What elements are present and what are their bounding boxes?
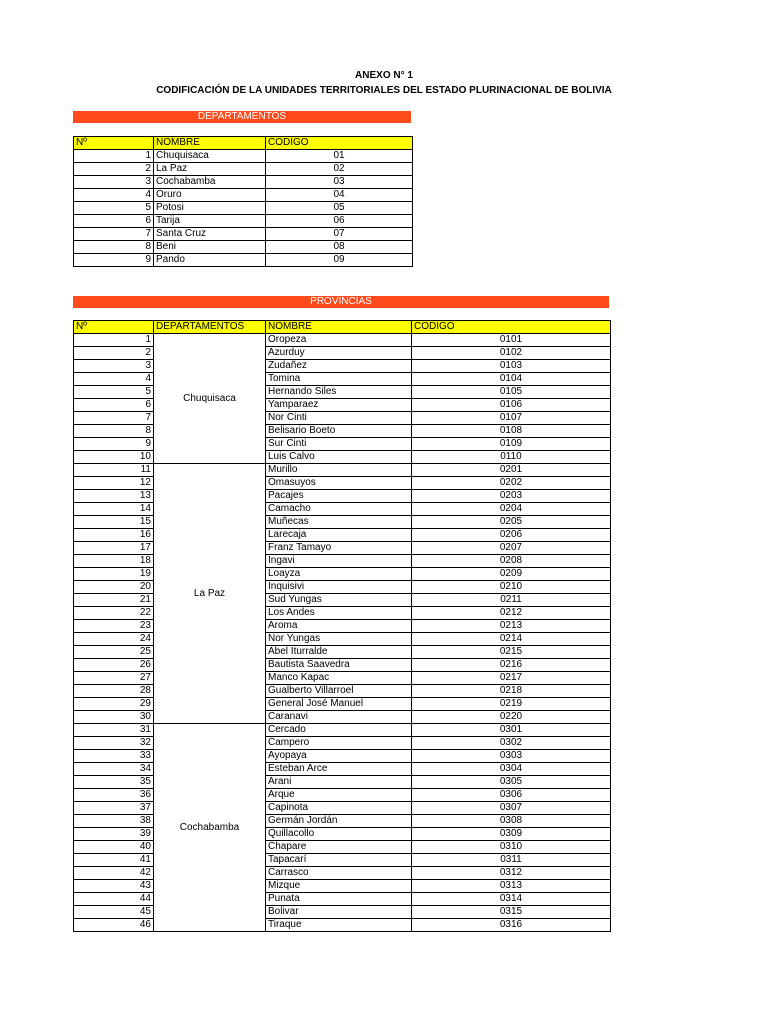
provincia-name: Ingavi — [266, 555, 412, 568]
row-number: 17 — [74, 542, 154, 555]
provincia-code: 0107 — [412, 412, 611, 425]
departamento-name: Tarija — [154, 215, 266, 228]
row-number: 31 — [74, 724, 154, 737]
row-number: 25 — [74, 646, 154, 659]
row-number: 39 — [74, 828, 154, 841]
row-number: 26 — [74, 659, 154, 672]
row-number: 46 — [74, 919, 154, 932]
row-number: 20 — [74, 581, 154, 594]
departamento-name: Oruro — [154, 189, 266, 202]
provincia-code: 0308 — [412, 815, 611, 828]
table-row — [74, 215, 413, 228]
row-number: 28 — [74, 685, 154, 698]
provincia-name: Los Andes — [266, 607, 412, 620]
provincia-name: Omasuyos — [266, 477, 412, 490]
provincia-name: Zudañez — [266, 360, 412, 373]
row-number: 7 — [74, 228, 154, 241]
provincia-name: Yamparaez — [266, 399, 412, 412]
row-number: 16 — [74, 529, 154, 542]
table-header-row — [74, 137, 413, 150]
provincia-code: 0207 — [412, 542, 611, 555]
table-row — [74, 241, 413, 254]
row-number: 42 — [74, 867, 154, 880]
row-number: 32 — [74, 737, 154, 750]
provincia-name: Abel Iturralde — [266, 646, 412, 659]
provincia-name: Hernando Siles — [266, 386, 412, 399]
departamento-code: 04 — [266, 189, 413, 202]
row-number: 8 — [74, 425, 154, 438]
table-row — [74, 334, 611, 347]
provincia-code: 0212 — [412, 607, 611, 620]
provincia-name: Aroma — [266, 620, 412, 633]
provincia-name: Tiraque — [266, 919, 412, 932]
provincia-name: Caranavi — [266, 711, 412, 724]
provincia-code: 0205 — [412, 516, 611, 529]
row-number: 12 — [74, 477, 154, 490]
provincia-code: 0208 — [412, 555, 611, 568]
departamentos-section-bar: DEPARTAMENTOS — [73, 111, 411, 123]
departamento-group-cell: Cochabamba — [154, 724, 266, 932]
provincia-name: Punata — [266, 893, 412, 906]
provincia-code: 0104 — [412, 373, 611, 386]
header-cell-codigo: CODIGO — [412, 321, 611, 334]
row-number: 29 — [74, 698, 154, 711]
header-cell-nombre: NOMBRE — [266, 321, 412, 334]
table-row — [74, 724, 611, 737]
row-number: 3 — [74, 176, 154, 189]
row-number: 8 — [74, 241, 154, 254]
row-number: 9 — [74, 254, 154, 267]
provincia-code: 0219 — [412, 698, 611, 711]
table-row — [74, 254, 413, 267]
row-number: 10 — [74, 451, 154, 464]
provincia-code: 0304 — [412, 763, 611, 776]
departamento-code: 07 — [266, 228, 413, 241]
provincia-name: Oropeza — [266, 334, 412, 347]
provincia-code: 0204 — [412, 503, 611, 516]
provincia-code: 0110 — [412, 451, 611, 464]
provincia-code: 0108 — [412, 425, 611, 438]
provincia-name: Arque — [266, 789, 412, 802]
provincia-name: Tomina — [266, 373, 412, 386]
provincia-code: 0213 — [412, 620, 611, 633]
row-number: 5 — [74, 386, 154, 399]
provincia-name: Carrasco — [266, 867, 412, 880]
provincia-code: 0109 — [412, 438, 611, 451]
row-number: 1 — [74, 334, 154, 347]
provincia-name: Inquisivi — [266, 581, 412, 594]
provincia-name: Belisario Boeto — [266, 425, 412, 438]
departamento-code: 09 — [266, 254, 413, 267]
row-number: 37 — [74, 802, 154, 815]
provincia-name: Capinota — [266, 802, 412, 815]
row-number: 19 — [74, 568, 154, 581]
departamento-code: 05 — [266, 202, 413, 215]
departamento-name: Cochabamba — [154, 176, 266, 189]
provincia-name: Azurduy — [266, 347, 412, 360]
departamento-name: Pando — [154, 254, 266, 267]
provincia-name: Franz Tamayo — [266, 542, 412, 555]
provincia-code: 0201 — [412, 464, 611, 477]
provincia-name: General José Manuel — [266, 698, 412, 711]
row-number: 41 — [74, 854, 154, 867]
provincia-code: 0211 — [412, 594, 611, 607]
provincia-name: Mizque — [266, 880, 412, 893]
row-number: 1 — [74, 150, 154, 163]
provincia-code: 0202 — [412, 477, 611, 490]
provincia-name: Bolivar — [266, 906, 412, 919]
provincia-code: 0203 — [412, 490, 611, 503]
row-number: 6 — [74, 399, 154, 412]
provincia-code: 0216 — [412, 659, 611, 672]
row-number: 11 — [74, 464, 154, 477]
table-row — [74, 189, 413, 202]
provincia-name: Gualberto Villarroel — [266, 685, 412, 698]
row-number: 40 — [74, 841, 154, 854]
provincia-name: Arani — [266, 776, 412, 789]
row-number: 43 — [74, 880, 154, 893]
provincia-name: Tapacarí — [266, 854, 412, 867]
provincia-name: Manco Kapac — [266, 672, 412, 685]
provincia-code: 0305 — [412, 776, 611, 789]
row-number: 33 — [74, 750, 154, 763]
provincia-code: 0303 — [412, 750, 611, 763]
table-row — [74, 464, 611, 477]
provincia-code: 0220 — [412, 711, 611, 724]
provincia-name: Sur Cinti — [266, 438, 412, 451]
provincia-name: Murillo — [266, 464, 412, 477]
departamento-name: La Paz — [154, 163, 266, 176]
header-cell-codigo: CODIGO — [266, 137, 413, 150]
departamento-group-cell: La Paz — [154, 464, 266, 724]
provincias-section-bar: PROVINCIAS — [73, 296, 609, 308]
provincias-table — [73, 320, 611, 932]
provincia-code: 0314 — [412, 893, 611, 906]
provincia-code: 0313 — [412, 880, 611, 893]
row-number: 23 — [74, 620, 154, 633]
row-number: 7 — [74, 412, 154, 425]
provincia-name: Cercado — [266, 724, 412, 737]
departamento-code: 08 — [266, 241, 413, 254]
row-number: 2 — [74, 347, 154, 360]
provincia-code: 0206 — [412, 529, 611, 542]
row-number: 38 — [74, 815, 154, 828]
row-number: 13 — [74, 490, 154, 503]
provincia-code: 0311 — [412, 854, 611, 867]
departamento-code: 01 — [266, 150, 413, 163]
header-cell-departamentos: DEPARTAMENTOS — [154, 321, 266, 334]
header-cell-n: Nº — [74, 137, 154, 150]
provincia-code: 0316 — [412, 919, 611, 932]
header-cell-nombre: NOMBRE — [154, 137, 266, 150]
departamento-code: 02 — [266, 163, 413, 176]
provincia-code: 0217 — [412, 672, 611, 685]
provincia-code: 0103 — [412, 360, 611, 373]
row-number: 30 — [74, 711, 154, 724]
departamento-name: Santa Cruz — [154, 228, 266, 241]
provincia-code: 0102 — [412, 347, 611, 360]
row-number: 3 — [74, 360, 154, 373]
document-subtitle: CODIFICACIÓN DE LA UNIDADES TERRITORIALES DEL ESTADO PLURINACIONAL DE BOLIVIA — [156, 85, 612, 96]
departamento-code: 06 — [266, 215, 413, 228]
provincia-name: Ayopaya — [266, 750, 412, 763]
row-number: 35 — [74, 776, 154, 789]
provincia-name: Nor Cinti — [266, 412, 412, 425]
row-number: 24 — [74, 633, 154, 646]
table-row — [74, 202, 413, 215]
provincia-name: Chapare — [266, 841, 412, 854]
provincia-code: 0105 — [412, 386, 611, 399]
provincia-name: Esteban Arce — [266, 763, 412, 776]
table-row — [74, 163, 413, 176]
row-number: 34 — [74, 763, 154, 776]
row-number: 4 — [74, 189, 154, 202]
provincia-name: Nor Yungas — [266, 633, 412, 646]
table-header-row — [74, 321, 611, 334]
departamento-name: Potosi — [154, 202, 266, 215]
departamentos-table — [73, 136, 413, 267]
provincia-name: Loayza — [266, 568, 412, 581]
provincia-code: 0309 — [412, 828, 611, 841]
row-number: 14 — [74, 503, 154, 516]
provincia-code: 0315 — [412, 906, 611, 919]
table-row — [74, 150, 413, 163]
provincia-name: Bautista Saavedra — [266, 659, 412, 672]
row-number: 4 — [74, 373, 154, 386]
departamento-name: Beni — [154, 241, 266, 254]
provincia-code: 0312 — [412, 867, 611, 880]
header-cell-n: Nº — [74, 321, 154, 334]
row-number: 27 — [74, 672, 154, 685]
provincia-name: Larecaja — [266, 529, 412, 542]
provincia-name: Muñecas — [266, 516, 412, 529]
row-number: 6 — [74, 215, 154, 228]
row-number: 2 — [74, 163, 154, 176]
row-number: 18 — [74, 555, 154, 568]
document-title: ANEXO N° 1 — [355, 70, 413, 81]
departamento-group-cell: Chuquisaca — [154, 334, 266, 464]
provincia-code: 0214 — [412, 633, 611, 646]
provincia-name: Germán Jordán — [266, 815, 412, 828]
provincia-code: 0215 — [412, 646, 611, 659]
departamento-name: Chuquisaca — [154, 150, 266, 163]
provincia-code: 0307 — [412, 802, 611, 815]
row-number: 45 — [74, 906, 154, 919]
row-number: 36 — [74, 789, 154, 802]
row-number: 9 — [74, 438, 154, 451]
row-number: 21 — [74, 594, 154, 607]
row-number: 5 — [74, 202, 154, 215]
provincia-name: Sud Yungas — [266, 594, 412, 607]
provincia-code: 0210 — [412, 581, 611, 594]
table-row — [74, 176, 413, 189]
provincia-code: 0101 — [412, 334, 611, 347]
departamento-code: 03 — [266, 176, 413, 189]
provincia-name: Pacajes — [266, 490, 412, 503]
row-number: 22 — [74, 607, 154, 620]
provincia-name: Camacho — [266, 503, 412, 516]
provincia-code: 0209 — [412, 568, 611, 581]
provincia-name: Campero — [266, 737, 412, 750]
provincia-code: 0302 — [412, 737, 611, 750]
row-number: 15 — [74, 516, 154, 529]
provincia-name: Luis Calvo — [266, 451, 412, 464]
provincia-code: 0106 — [412, 399, 611, 412]
table-row — [74, 228, 413, 241]
provincia-code: 0306 — [412, 789, 611, 802]
provincia-code: 0218 — [412, 685, 611, 698]
provincia-name: Quillacollo — [266, 828, 412, 841]
provincia-code: 0310 — [412, 841, 611, 854]
provincia-code: 0301 — [412, 724, 611, 737]
row-number: 44 — [74, 893, 154, 906]
